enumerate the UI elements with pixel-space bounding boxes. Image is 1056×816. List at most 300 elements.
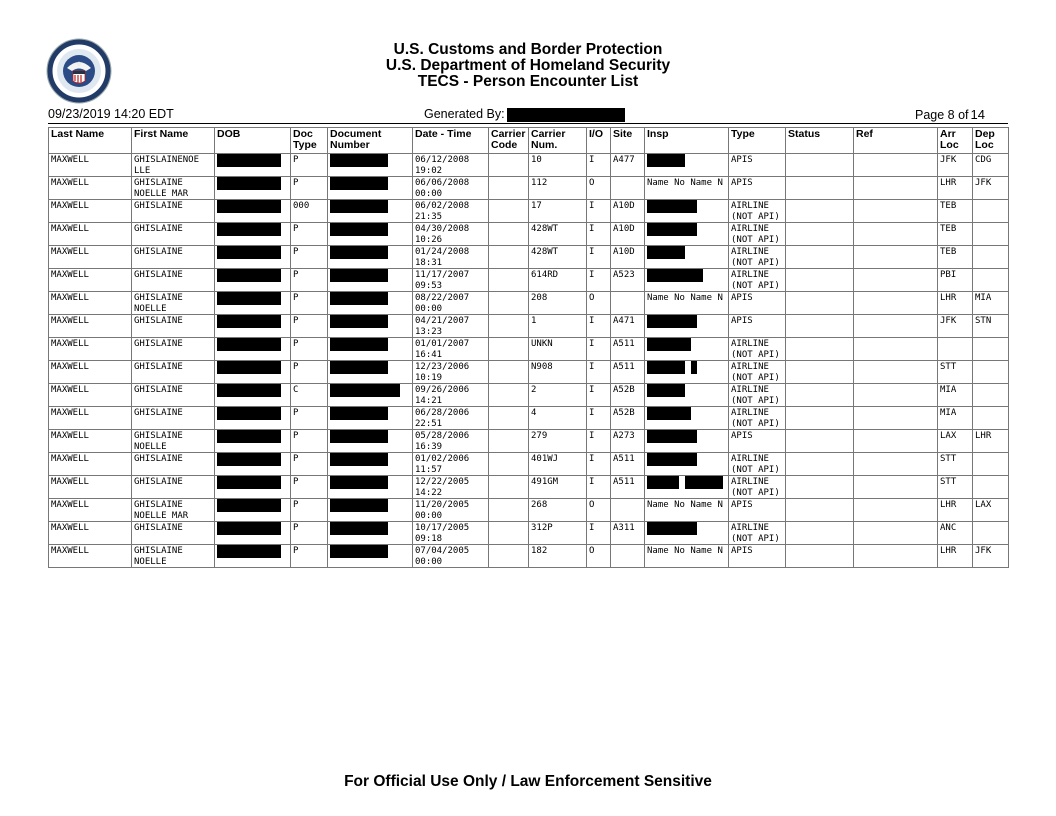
dep-cell bbox=[973, 338, 1009, 361]
carrier_num-cell: 279 bbox=[529, 430, 587, 453]
io-cell: O bbox=[587, 545, 611, 568]
redaction-box bbox=[691, 361, 697, 374]
column-header: DOB bbox=[215, 128, 291, 154]
carrier_code-cell bbox=[489, 384, 529, 407]
header-divider bbox=[48, 123, 1008, 124]
date-cell: 06/06/2008 00:00 bbox=[413, 177, 489, 200]
dob-cell bbox=[215, 476, 291, 499]
status-cell bbox=[786, 154, 854, 177]
insp-cell: Name No Name N bbox=[645, 177, 729, 200]
document-number-cell bbox=[328, 246, 413, 269]
insp-cell bbox=[645, 522, 729, 545]
dep-cell bbox=[973, 384, 1009, 407]
generated-by bbox=[424, 107, 625, 122]
doc-cell: P bbox=[291, 361, 328, 384]
encounter-table bbox=[48, 127, 1009, 568]
status-cell bbox=[786, 177, 854, 200]
carrier_code-cell bbox=[489, 338, 529, 361]
io-cell: I bbox=[587, 223, 611, 246]
site-cell bbox=[611, 292, 645, 315]
dep-cell bbox=[973, 522, 1009, 545]
date-cell: 01/02/2006 11:57 bbox=[413, 453, 489, 476]
dep-cell bbox=[973, 476, 1009, 499]
last-cell: MAXWELL bbox=[49, 269, 132, 292]
doc-cell: C bbox=[291, 384, 328, 407]
dob-cell bbox=[215, 154, 291, 177]
classification-footer: For Official Use Only / Law Enforcement Sensitive bbox=[344, 773, 712, 790]
type-cell: AIRLINE (NOT API) bbox=[729, 407, 786, 430]
carrier_code-cell bbox=[489, 361, 529, 384]
column-header: Last Name bbox=[49, 128, 132, 154]
ref-cell bbox=[854, 430, 938, 453]
io-cell: I bbox=[587, 246, 611, 269]
arr-cell: LAX bbox=[938, 430, 973, 453]
table-row bbox=[49, 499, 1009, 522]
carrier_code-cell bbox=[489, 246, 529, 269]
doc-cell: P bbox=[291, 407, 328, 430]
redaction-box bbox=[685, 476, 723, 489]
column-header: Insp bbox=[645, 128, 729, 154]
type-cell: AIRLINE (NOT API) bbox=[729, 200, 786, 223]
redaction-box bbox=[647, 246, 685, 259]
doc-cell: P bbox=[291, 292, 328, 315]
arr-cell: JFK bbox=[938, 154, 973, 177]
site-cell: A10D bbox=[611, 246, 645, 269]
column-header: Carrier Code bbox=[489, 128, 529, 154]
redaction-box bbox=[217, 430, 281, 443]
type-cell: APIS bbox=[729, 545, 786, 568]
site-cell bbox=[611, 177, 645, 200]
ref-cell bbox=[854, 246, 938, 269]
report-datetime: 09/23/2019 14:20 EDT bbox=[48, 107, 174, 121]
site-cell bbox=[611, 499, 645, 522]
column-header: Ref bbox=[854, 128, 938, 154]
date-cell: 11/20/2005 00:00 bbox=[413, 499, 489, 522]
first-cell: GHISLAINE bbox=[132, 338, 215, 361]
date-cell: 10/17/2005 09:18 bbox=[413, 522, 489, 545]
insp-cell bbox=[645, 407, 729, 430]
column-header: Doc Type bbox=[291, 128, 328, 154]
column-header: Date - Time bbox=[413, 128, 489, 154]
date-cell: 01/24/2008 18:31 bbox=[413, 246, 489, 269]
doc-cell: P bbox=[291, 177, 328, 200]
column-header: Document Number bbox=[328, 128, 413, 154]
status-cell bbox=[786, 338, 854, 361]
table-row bbox=[49, 315, 1009, 338]
insp-cell: Name No Name N bbox=[645, 499, 729, 522]
document-number-cell bbox=[328, 154, 413, 177]
first-cell: GHISLAINE bbox=[132, 269, 215, 292]
insp-cell bbox=[645, 246, 729, 269]
redaction-box bbox=[647, 407, 691, 420]
date-cell: 09/26/2006 14:21 bbox=[413, 384, 489, 407]
redaction-box bbox=[330, 200, 388, 213]
arr-cell: LHR bbox=[938, 499, 973, 522]
status-cell bbox=[786, 269, 854, 292]
document-number-cell bbox=[328, 430, 413, 453]
carrier_code-cell bbox=[489, 200, 529, 223]
carrier_num-cell: 614RD bbox=[529, 269, 587, 292]
ref-cell bbox=[854, 476, 938, 499]
first-cell: GHISLAINE bbox=[132, 361, 215, 384]
site-cell: A511 bbox=[611, 361, 645, 384]
arr-cell: MIA bbox=[938, 384, 973, 407]
redaction-box bbox=[217, 200, 281, 213]
ref-cell bbox=[854, 292, 938, 315]
status-cell bbox=[786, 200, 854, 223]
type-cell: APIS bbox=[729, 315, 786, 338]
dep-cell: STN bbox=[973, 315, 1009, 338]
io-cell: O bbox=[587, 177, 611, 200]
first-cell: GHISLAINE bbox=[132, 453, 215, 476]
carrier_code-cell bbox=[489, 545, 529, 568]
doc-cell: P bbox=[291, 223, 328, 246]
carrier_code-cell bbox=[489, 453, 529, 476]
table-row bbox=[49, 292, 1009, 315]
arr-cell: TEB bbox=[938, 246, 973, 269]
redaction-box bbox=[330, 407, 388, 420]
document-number-cell bbox=[328, 223, 413, 246]
redaction-box bbox=[330, 177, 388, 190]
io-cell: I bbox=[587, 476, 611, 499]
type-cell: AIRLINE (NOT API) bbox=[729, 476, 786, 499]
site-cell: A273 bbox=[611, 430, 645, 453]
ref-cell bbox=[854, 499, 938, 522]
arr-cell: ANC bbox=[938, 522, 973, 545]
io-cell: I bbox=[587, 269, 611, 292]
site-cell: A511 bbox=[611, 338, 645, 361]
carrier_num-cell: 17 bbox=[529, 200, 587, 223]
ref-cell bbox=[854, 200, 938, 223]
date-cell: 04/21/2007 13:23 bbox=[413, 315, 489, 338]
insp-cell: Name No Name N bbox=[645, 545, 729, 568]
redaction-box bbox=[217, 154, 281, 167]
document-number-cell bbox=[328, 361, 413, 384]
arr-cell: STT bbox=[938, 453, 973, 476]
last-cell: MAXWELL bbox=[49, 499, 132, 522]
arr-cell: JFK bbox=[938, 315, 973, 338]
site-cell: A511 bbox=[611, 476, 645, 499]
carrier_num-cell: 268 bbox=[529, 499, 587, 522]
first-cell: GHISLAINE NOELLE MAR bbox=[132, 177, 215, 200]
redaction-box bbox=[647, 430, 697, 443]
site-cell: A52B bbox=[611, 384, 645, 407]
dep-cell: CDG bbox=[973, 154, 1009, 177]
redaction-box bbox=[647, 476, 679, 489]
dep-cell bbox=[973, 223, 1009, 246]
site-cell: A511 bbox=[611, 453, 645, 476]
date-cell: 06/28/2006 22:51 bbox=[413, 407, 489, 430]
column-header: Carrier Num. bbox=[529, 128, 587, 154]
redaction-box bbox=[217, 361, 281, 374]
redaction-box bbox=[217, 499, 281, 512]
type-cell: AIRLINE (NOT API) bbox=[729, 223, 786, 246]
column-header: Arr Loc bbox=[938, 128, 973, 154]
redaction-box bbox=[330, 246, 388, 259]
type-cell: AIRLINE (NOT API) bbox=[729, 338, 786, 361]
first-cell: GHISLAINE NOELLE bbox=[132, 292, 215, 315]
type-cell: AIRLINE (NOT API) bbox=[729, 384, 786, 407]
dep-cell: JFK bbox=[973, 177, 1009, 200]
document-number-cell bbox=[328, 407, 413, 430]
dep-cell: MIA bbox=[973, 292, 1009, 315]
site-cell: A10D bbox=[611, 200, 645, 223]
dob-cell bbox=[215, 361, 291, 384]
page-indicator bbox=[915, 107, 985, 122]
site-cell bbox=[611, 545, 645, 568]
dep-cell bbox=[973, 453, 1009, 476]
redaction-box bbox=[330, 292, 388, 305]
last-cell: MAXWELL bbox=[49, 522, 132, 545]
dob-cell bbox=[215, 315, 291, 338]
status-cell bbox=[786, 223, 854, 246]
insp-cell: Name No Name N bbox=[645, 292, 729, 315]
site-cell: A471 bbox=[611, 315, 645, 338]
status-cell bbox=[786, 499, 854, 522]
carrier_code-cell bbox=[489, 315, 529, 338]
first-cell: GHISLAINE bbox=[132, 522, 215, 545]
last-cell: MAXWELL bbox=[49, 545, 132, 568]
table-body bbox=[49, 154, 1009, 568]
carrier_code-cell bbox=[489, 223, 529, 246]
carrier_code-cell bbox=[489, 292, 529, 315]
arr-cell: LHR bbox=[938, 545, 973, 568]
io-cell: I bbox=[587, 361, 611, 384]
date-cell: 01/01/2007 16:41 bbox=[413, 338, 489, 361]
doc-cell: 000 bbox=[291, 200, 328, 223]
redaction-box bbox=[647, 522, 697, 535]
insp-cell bbox=[645, 384, 729, 407]
type-cell: AIRLINE (NOT API) bbox=[729, 361, 786, 384]
first-cell: GHISLAINE NOELLE bbox=[132, 545, 215, 568]
dep-cell bbox=[973, 407, 1009, 430]
io-cell: I bbox=[587, 407, 611, 430]
doc-cell: P bbox=[291, 338, 328, 361]
document-number-cell bbox=[328, 476, 413, 499]
doc-cell: P bbox=[291, 545, 328, 568]
status-cell bbox=[786, 292, 854, 315]
date-cell: 07/04/2005 00:00 bbox=[413, 545, 489, 568]
document-number-cell bbox=[328, 292, 413, 315]
insp-cell bbox=[645, 338, 729, 361]
dob-cell bbox=[215, 522, 291, 545]
last-cell: MAXWELL bbox=[49, 200, 132, 223]
redaction-box bbox=[217, 476, 281, 489]
status-cell bbox=[786, 361, 854, 384]
redaction-box bbox=[507, 108, 625, 122]
redaction-box bbox=[217, 246, 281, 259]
dob-cell bbox=[215, 223, 291, 246]
io-cell: I bbox=[587, 200, 611, 223]
column-header: Status bbox=[786, 128, 854, 154]
last-cell: MAXWELL bbox=[49, 292, 132, 315]
ref-cell bbox=[854, 522, 938, 545]
dob-cell bbox=[215, 246, 291, 269]
column-header: Dep Loc bbox=[973, 128, 1009, 154]
insp-cell bbox=[645, 223, 729, 246]
document-number-cell bbox=[328, 522, 413, 545]
arr-cell: LHR bbox=[938, 177, 973, 200]
type-cell: APIS bbox=[729, 292, 786, 315]
insp-cell bbox=[645, 453, 729, 476]
redaction-box bbox=[217, 177, 281, 190]
carrier_num-cell: 208 bbox=[529, 292, 587, 315]
doc-cell: P bbox=[291, 430, 328, 453]
page-label: Page 8 of bbox=[915, 108, 969, 122]
io-cell: I bbox=[587, 453, 611, 476]
redaction-box bbox=[217, 338, 281, 351]
redaction-box bbox=[217, 269, 281, 282]
arr-cell: MIA bbox=[938, 407, 973, 430]
redaction-box bbox=[330, 315, 388, 328]
arr-cell: LHR bbox=[938, 292, 973, 315]
io-cell: O bbox=[587, 499, 611, 522]
date-cell: 05/28/2006 16:39 bbox=[413, 430, 489, 453]
carrier_num-cell: 428WT bbox=[529, 246, 587, 269]
carrier_num-cell: 312P bbox=[529, 522, 587, 545]
redaction-box bbox=[217, 223, 281, 236]
table-row bbox=[49, 430, 1009, 453]
carrier_code-cell bbox=[489, 522, 529, 545]
dob-cell bbox=[215, 545, 291, 568]
redaction-box bbox=[647, 384, 685, 397]
redaction-box bbox=[330, 384, 400, 397]
arr-cell: TEB bbox=[938, 200, 973, 223]
dob-cell bbox=[215, 453, 291, 476]
io-cell: I bbox=[587, 154, 611, 177]
dep-cell bbox=[973, 200, 1009, 223]
redaction-box bbox=[330, 361, 388, 374]
insp-cell bbox=[645, 430, 729, 453]
carrier_code-cell bbox=[489, 407, 529, 430]
dob-cell bbox=[215, 177, 291, 200]
date-cell: 12/23/2006 10:19 bbox=[413, 361, 489, 384]
io-cell: I bbox=[587, 430, 611, 453]
date-cell: 06/12/2008 19:02 bbox=[413, 154, 489, 177]
redaction-box bbox=[647, 154, 685, 167]
department-title: U.S. Department of Homeland Security bbox=[385, 57, 671, 74]
insp-cell bbox=[645, 269, 729, 292]
first-cell: GHISLAINE bbox=[132, 246, 215, 269]
dob-cell bbox=[215, 430, 291, 453]
carrier_num-cell: 4 bbox=[529, 407, 587, 430]
status-cell bbox=[786, 476, 854, 499]
doc-cell: P bbox=[291, 315, 328, 338]
last-cell: MAXWELL bbox=[49, 361, 132, 384]
redaction-box bbox=[330, 269, 388, 282]
type-cell: AIRLINE (NOT API) bbox=[729, 453, 786, 476]
redaction-box bbox=[330, 522, 388, 535]
doc-cell: P bbox=[291, 246, 328, 269]
redaction-box bbox=[217, 545, 281, 558]
io-cell: O bbox=[587, 292, 611, 315]
arr-cell bbox=[938, 338, 973, 361]
status-cell bbox=[786, 430, 854, 453]
arr-cell: PBI bbox=[938, 269, 973, 292]
last-cell: MAXWELL bbox=[49, 430, 132, 453]
redaction-box bbox=[217, 407, 281, 420]
last-cell: MAXWELL bbox=[49, 223, 132, 246]
table-row bbox=[49, 453, 1009, 476]
redaction-box bbox=[647, 453, 697, 466]
site-cell: A523 bbox=[611, 269, 645, 292]
type-cell: AIRLINE (NOT API) bbox=[729, 522, 786, 545]
redaction-box bbox=[330, 499, 388, 512]
status-cell bbox=[786, 545, 854, 568]
date-cell: 11/17/2007 09:53 bbox=[413, 269, 489, 292]
ref-cell bbox=[854, 177, 938, 200]
ref-cell bbox=[854, 223, 938, 246]
generated-by-label: Generated By: bbox=[424, 107, 505, 121]
column-header: Type bbox=[729, 128, 786, 154]
redaction-box bbox=[330, 476, 388, 489]
redaction-box bbox=[647, 269, 703, 282]
table-header-row bbox=[49, 128, 1009, 154]
redaction-box bbox=[217, 453, 281, 466]
first-cell: GHISLAINE NOELLE bbox=[132, 430, 215, 453]
arr-cell: STT bbox=[938, 361, 973, 384]
first-cell: GHISLAINE bbox=[132, 384, 215, 407]
doc-cell: P bbox=[291, 154, 328, 177]
table-row bbox=[49, 338, 1009, 361]
table-row bbox=[49, 177, 1009, 200]
last-cell: MAXWELL bbox=[49, 338, 132, 361]
insp-cell bbox=[645, 315, 729, 338]
page-total: 14 bbox=[970, 107, 985, 122]
carrier_num-cell: 10 bbox=[529, 154, 587, 177]
report-header bbox=[0, 42, 1056, 90]
table-row bbox=[49, 384, 1009, 407]
redaction-box bbox=[647, 315, 697, 328]
document-number-cell bbox=[328, 545, 413, 568]
dep-cell: JFK bbox=[973, 545, 1009, 568]
doc-cell: P bbox=[291, 269, 328, 292]
table-row bbox=[49, 476, 1009, 499]
arr-cell: STT bbox=[938, 476, 973, 499]
dob-cell bbox=[215, 338, 291, 361]
ref-cell bbox=[854, 338, 938, 361]
last-cell: MAXWELL bbox=[49, 453, 132, 476]
redaction-box bbox=[330, 430, 388, 443]
redaction-box bbox=[330, 453, 388, 466]
carrier_num-cell: 112 bbox=[529, 177, 587, 200]
ref-cell bbox=[854, 545, 938, 568]
status-cell bbox=[786, 453, 854, 476]
ref-cell bbox=[854, 315, 938, 338]
table-row bbox=[49, 269, 1009, 292]
document-number-cell bbox=[328, 499, 413, 522]
carrier_num-cell: 401WJ bbox=[529, 453, 587, 476]
insp-cell bbox=[645, 154, 729, 177]
carrier_code-cell bbox=[489, 430, 529, 453]
redaction-box bbox=[330, 223, 388, 236]
status-cell bbox=[786, 384, 854, 407]
type-cell: AIRLINE (NOT API) bbox=[729, 269, 786, 292]
first-cell: GHISLAINE bbox=[132, 200, 215, 223]
type-cell: APIS bbox=[729, 499, 786, 522]
site-cell: A477 bbox=[611, 154, 645, 177]
redaction-box bbox=[217, 384, 281, 397]
document-number-cell bbox=[328, 315, 413, 338]
document-number-cell bbox=[328, 338, 413, 361]
dob-cell bbox=[215, 407, 291, 430]
type-cell: APIS bbox=[729, 154, 786, 177]
io-cell: I bbox=[587, 522, 611, 545]
redaction-box bbox=[217, 315, 281, 328]
type-cell: AIRLINE (NOT API) bbox=[729, 246, 786, 269]
last-cell: MAXWELL bbox=[49, 384, 132, 407]
carrier_code-cell bbox=[489, 499, 529, 522]
